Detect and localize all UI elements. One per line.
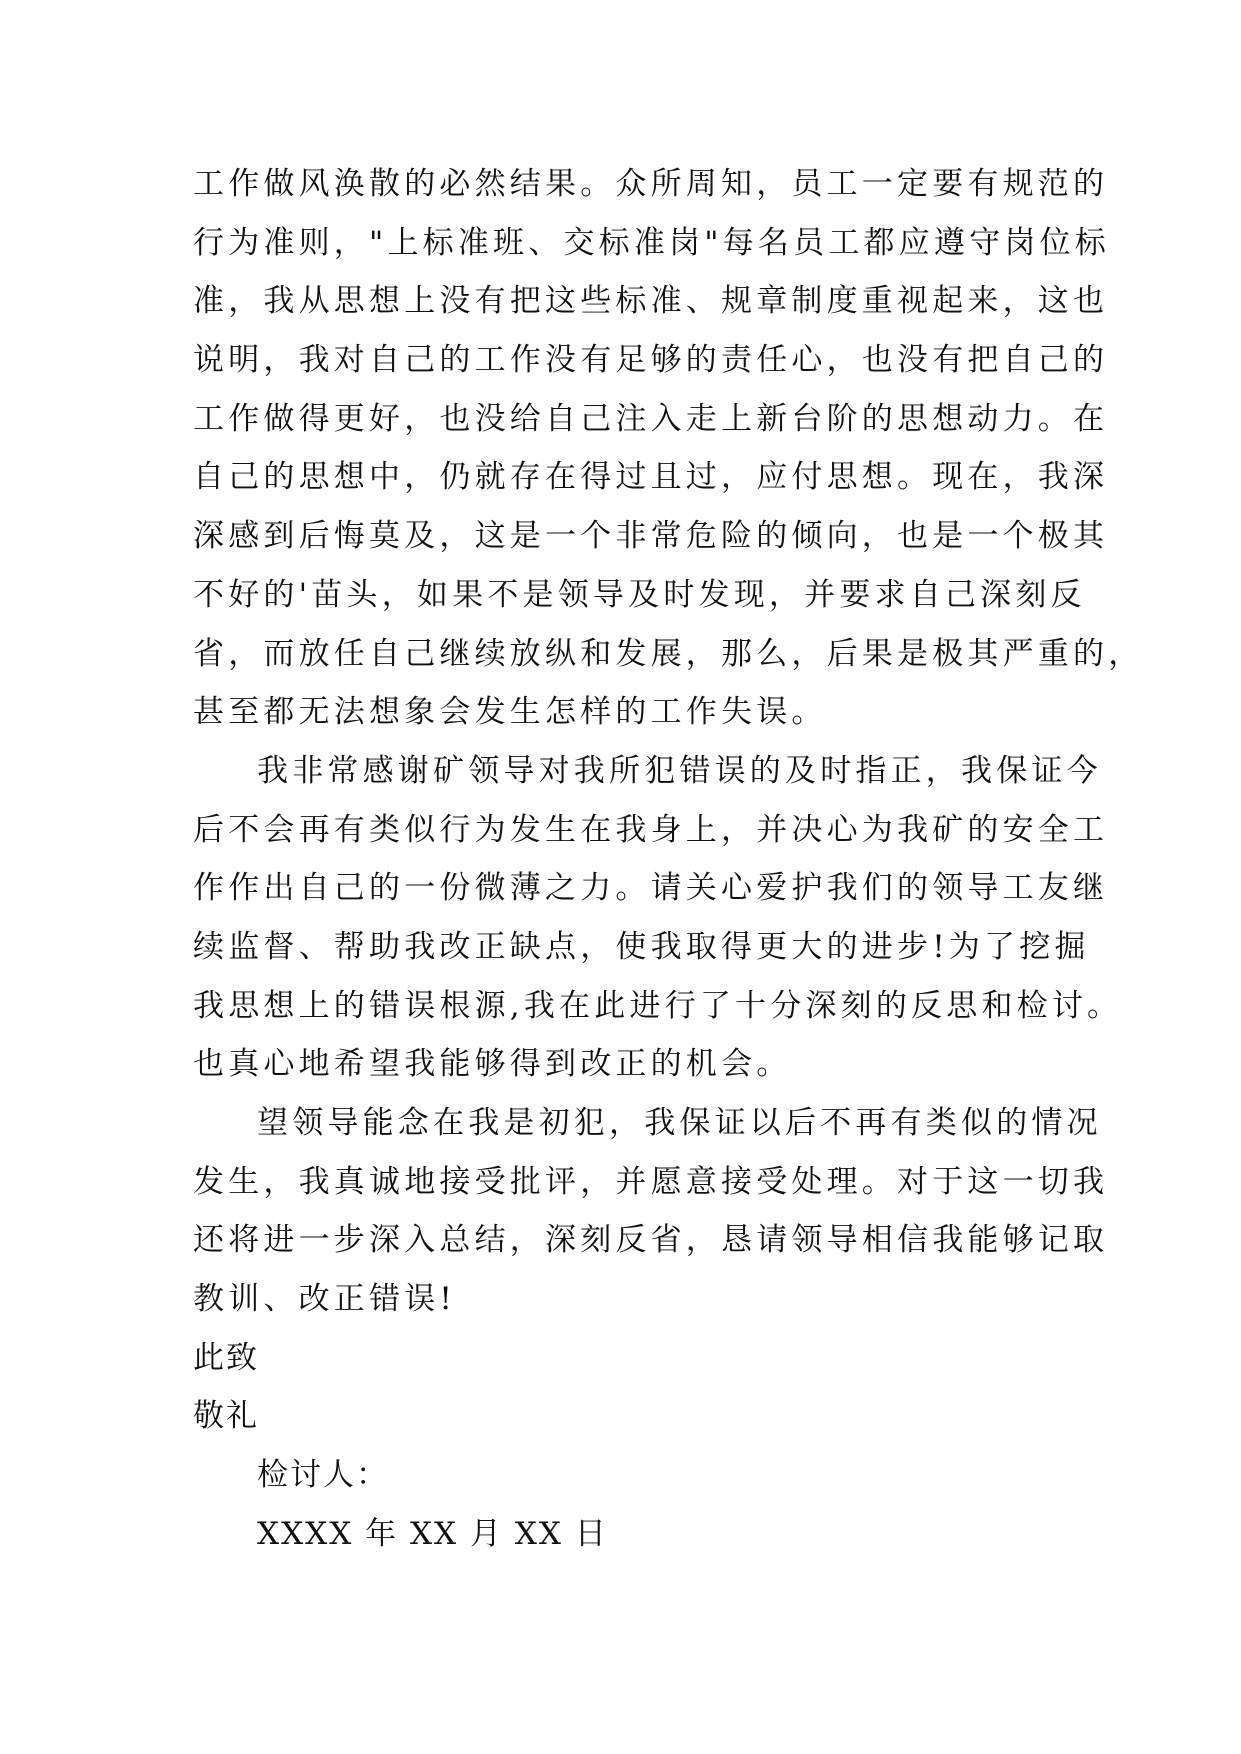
paragraph-2 <box>193 742 1123 1094</box>
signature-date: XXXX 年 XX 月 XX 日 <box>257 1515 608 1552</box>
paragraph-3 <box>193 1094 1109 1329</box>
text-line: 我思想上的错误根源,我在此进行了十分深刻的反思和检讨。 <box>193 987 1123 1024</box>
text-line: 准，我从思想上没有把这些标准、规章制度重视起来，这也 <box>193 283 1109 320</box>
text-line: 工作做得更好，也没给自己注入走上新台阶的思想动力。在 <box>193 400 1109 437</box>
text-line: 望领导能念在我是初犯，我保证以后不再有类似的情况 <box>257 1105 1102 1141</box>
text-line: 作作出自己的一份微薄之力。请关心爱护我们的领导工友继 <box>193 870 1109 907</box>
signature-label: 检讨人： <box>257 1457 389 1494</box>
text-line: 我非常感谢矿领导对我所犯错误的及时指正，我保证今 <box>257 752 1102 789</box>
text-line: 行为准则，"上标准班、交标准岗"每名员工都应遵守岗位标 <box>193 224 1110 261</box>
closing-regards: 敬礼 <box>193 1398 259 1435</box>
text-line: 省，而放任自己继续放纵和发展，那么，后果是极其严重的， <box>193 635 1144 672</box>
text-line: 工作做风涣散的必然结果。众所周知，员工一定要有规范的 <box>193 166 1109 202</box>
text-line: 续监督、帮助我改正缺点，使我取得更大的进步!为了挖掘 <box>193 928 1090 965</box>
closing-salutation: 此致 <box>193 1339 259 1376</box>
text-line: 不好的'苗头，如果不是领导及时发现，并要求自己深刻反 <box>193 576 1086 613</box>
text-line: 深感到后悔莫及，这是一个非常危险的倾向，也是一个极其 <box>193 518 1109 555</box>
text-line: 发生，我真诚地接受批评，并愿意接受处理。对于这一切我 <box>193 1163 1109 1200</box>
text-line: 也真心地希望我能够得到改正的机会。 <box>193 1046 792 1083</box>
text-line: 甚至都无法想象会发生怎样的工作失误。 <box>193 694 827 731</box>
document-body <box>193 155 1144 1564</box>
paragraph-1 <box>193 155 1144 742</box>
text-line: 自己的思想中，仍就存在得过且过，应付思想。现在，我深 <box>193 459 1109 496</box>
text-line: 教训、改正错误! <box>193 1281 457 1318</box>
text-line: 后不会再有类似行为发生在我身上，并决心为我矿的安全工 <box>193 811 1109 848</box>
text-line: 还将进一步深入总结，深刻反省，恳请领导相信我能够记取 <box>193 1222 1109 1259</box>
text-line: 说明，我对自己的工作没有足够的责任心，也没有把自己的 <box>193 342 1109 379</box>
